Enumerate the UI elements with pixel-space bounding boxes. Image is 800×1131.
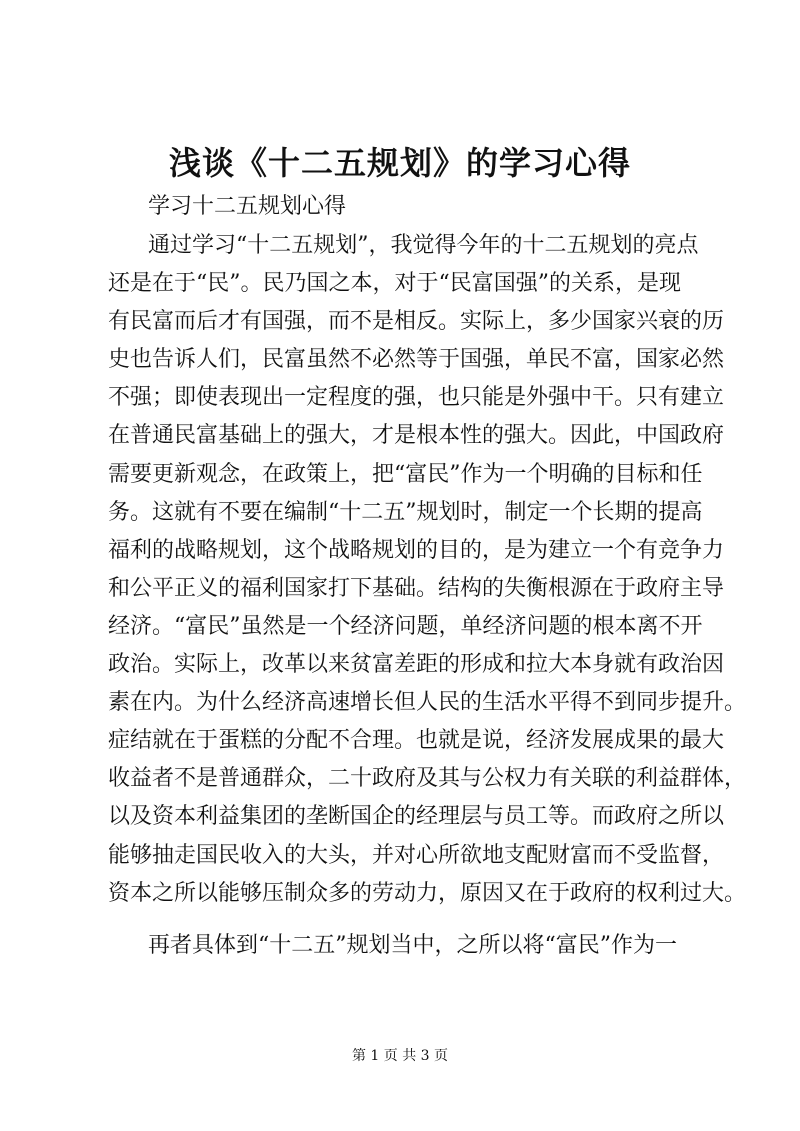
paragraph-line: 有民富而后才有国强，而不是相反。实际上，多少国家兴衰的历 — [108, 309, 725, 335]
page-indicator: 第 1 页 共 3 页 — [351, 1048, 449, 1064]
paragraph-line: 和公平正义的福利国家打下基础。结构的失衡根源在于政府主导 — [108, 575, 725, 601]
paragraph-1 — [108, 227, 747, 913]
document-title: 浅谈《十二五规划》的学习心得 — [168, 144, 631, 182]
paragraph-line: 在普通民富基础上的强大，才是根本性的强大。因此，中国政府 — [108, 423, 725, 449]
paragraph-line: 以及资本利益集团的垄断国企的经理层与员工等。而政府之所以 — [108, 804, 725, 830]
document-subtitle: 学习十二五规划心得 — [148, 194, 347, 219]
paragraph-line: 史也告诉人们，民富虽然不必然等于国强，单民不富，国家必然 — [108, 347, 725, 373]
paragraph-line: 能够抽走国民收入的大头，并对心所欲地支配财富而不受监督， — [108, 842, 725, 868]
paragraph-line: 务。这就有不要在编制“十二五”规划时，制定一个长期的提高 — [108, 499, 703, 525]
paragraph-line: 资本之所以能够压制众多的劳动力，原因又在于政府的权利过大。 — [108, 880, 747, 906]
paragraph-2-line: 再者具体到“十二五”规划当中，之所以将“富民”作为一 — [148, 933, 677, 958]
paragraph-line: 政治。实际上，改革以来贫富差距的形成和拉大本身就有政治因 — [108, 652, 725, 678]
paragraph-line: 素在内。为什么经济高速增长但人民的生活水平得不到同步提升。 — [108, 690, 747, 716]
paragraph-line: 不强；即使表现出一定程度的强，也只能是外强中干。只有建立 — [108, 385, 725, 411]
paragraph-line: 症结就在于蛋糕的分配不合理。也就是说，经济发展成果的最大 — [108, 728, 725, 754]
paragraph-line: 还是在于“民”。民乃国之本，对于“民富国强”的关系，是现 — [108, 271, 681, 297]
paragraph-line: 收益者不是普通群众，二十政府及其与公权力有关联的利益群体， — [108, 766, 747, 792]
paragraph-line: 经济。“富民”虽然是一个经济问题，单经济问题的根本离不开 — [108, 613, 703, 639]
paragraph-line: 需要更新观念，在政策上，把“富民”作为一个明确的目标和任 — [108, 461, 703, 487]
paragraph-line: 福利的战略规划，这个战略规划的目的，是为建立一个有竞争力 — [108, 537, 725, 563]
paragraph-line: 通过学习“十二五规划”，我觉得今年的十二五规划的亮点 — [148, 233, 699, 258]
